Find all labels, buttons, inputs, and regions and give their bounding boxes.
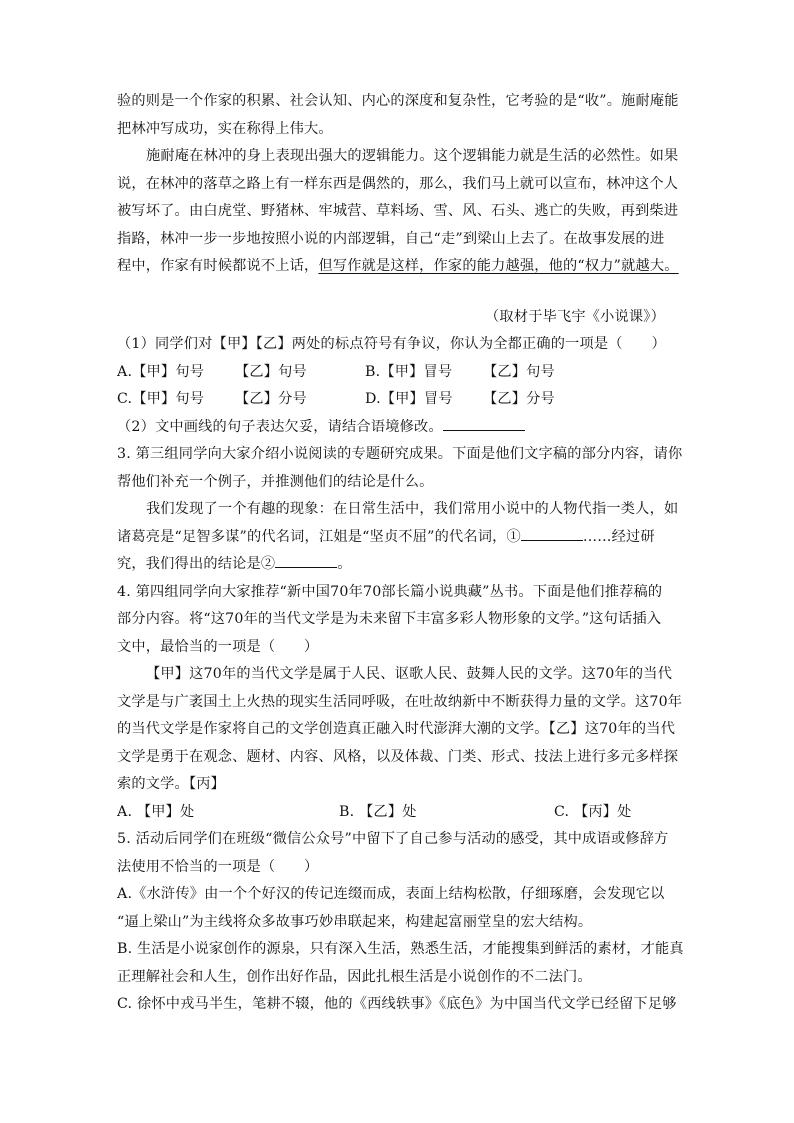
q2-sub2 [117,414,679,442]
q3-text: 究，我们得出的结论是② [117,556,276,572]
q2-options-row-2 [117,386,679,414]
passage-source: （取材于毕飞宇《小说课》） [485,308,665,325]
q4-paragraph-line: 文学是勇于在观念、题材、内容、风格，以及体裁、门类、形式、技法上进行多元多样探 [117,748,679,765]
option-b[interactable]: B. 【乙】处 [339,803,417,820]
option-b-cont: 正理解社会和人生，创作出好作品，因此扎根生活是小说创作的不二法门。 [117,968,592,985]
option-b[interactable]: B. 生活是小说家创作的源泉，只有深入生活，熟悉生活，才能搜集到鲜活的素材，才能真 [117,941,684,957]
option-c[interactable]: C. 【丙】处 [554,803,632,820]
answer-blank-2[interactable] [275,553,337,568]
option-c[interactable]: C. 徐怀中戎马半生，笔耕不辍，他的《西线轶事》《底色》为中国当代文学已经留下足够 [117,996,677,1012]
passage-line: 指路，林冲一步一步地按照小说的内部逻辑，自己“走”到梁山上去了。在故事发展的进 [117,230,665,247]
answer-blank[interactable] [443,416,525,431]
passage-line: 被写坏了。由白虎堂、野猪林、牢城营、草料场、雪、风、石头、逃亡的失败，再到柴进 [117,203,679,219]
passage-line: 施耐庵在林冲的身上表现出强大的逻辑能力。这个逻辑能力就是生活的必然性。如果 [146,148,679,164]
underlined-sentence: 但写作就是这样，作家的能力越强，他的“权力”就越大。 [318,258,679,274]
option-b[interactable]: B.【甲】冒号 [365,363,453,380]
q3-text: ……经过研 [582,528,655,545]
q3-line: 我们发现了一个有趣的现象：在日常生活中，我们常用小说中的人物代指一类人，如 [146,501,679,517]
q4-options [117,799,679,827]
q3-line: 帮他们补充一个例子，并推测他们的结论是什么。 [117,473,434,490]
option-b-b: 【乙】句号 [483,363,555,380]
option-a[interactable]: A.《水浒传》由一个个好汉的传记连缀而成，表面上结构松散，仔细琢磨，会发现它以 [117,886,665,902]
q4-line: 文中，最恰当的一项是（ ） [117,638,319,655]
q4-paragraph-line: 的当代文学是作家将自己的文学创造真正融入时代澎湃大潮的文学。【乙】这70年的当代 [117,721,676,737]
option-c-b: 【乙】分号 [235,391,307,407]
option-a[interactable]: A. 【甲】处 [117,803,195,820]
passage-last-line [117,253,679,281]
q3-text: 。 [337,556,352,572]
passage-plain-text: 程中，作家有时候都说不上话， [117,258,319,274]
q4-paragraph-line: 文学是与广袤国土上火热的现实生活同呼吸，在吐故纳新中不断获得力量的文学。这70年 [117,693,683,710]
q2-sub2-stem: （2）文中画线的句子表达欠妥，请结合语境修改。 [117,418,443,435]
option-a-cont: “逼上梁山”为主线将众多故事巧妙串联起来，构建起富丽堂皇的宏大结构。 [117,913,593,930]
spacer [117,281,679,304]
q5-line: 5. 活动后同学们在班级“微信公众号”中留下了自己参与活动的感受，其中成语或修辞方 [117,831,669,847]
option-d-b: 【乙】分号 [483,391,555,407]
q5-line: 法使用不恰当的一项是（ ） [117,858,319,875]
q3-text: 诸葛亮是“足智多谋”的代名词，江姐是“坚贞不屈”的代名词，① [117,528,521,545]
q4-paragraph-line: 索的文学。【丙】 [117,776,226,792]
q4-line: 4. 第四组同学向大家推荐“新中国70年70部长篇小说典藏”丛书。下面是他们推荐稿的 [117,583,663,600]
q4-paragraph-line: 【甲】这70年的当代文学是属于人民、讴歌人民、鼓舞人民的文学。这70年的当代 [146,666,673,682]
q2-options-row-1 [117,359,679,387]
q2-sub1-stem: （1）同学们对【甲】【乙】两处的标点符号有争议，你认为全都正确的一项是（ ） [117,336,666,352]
option-d[interactable]: D.【甲】冒号 [365,391,453,407]
option-a[interactable]: A.【甲】句号 [117,363,205,380]
document-page [117,88,684,1019]
q3-line: 3. 第三组同学向大家介绍小说阅读的专题研究成果。下面是他们文字稿的部分内容，请你 [117,446,683,462]
passage-line: 说，在林冲的落草之路上有一样东西是偶然的，那么，我们马上就可以宣布，林冲这个人 [117,175,679,192]
passage-line: 验的则是一个作家的积累、社会认知、内心的深度和复杂性，它考验的是“收”。施耐庵能 [117,93,679,109]
option-c[interactable]: C.【甲】句号 [117,391,205,407]
option-a-b: 【乙】句号 [235,363,307,380]
answer-blank-1[interactable] [521,526,583,541]
passage-line: 把林冲写成功，实在称得上伟大。 [117,120,333,137]
q3-line-blank-1 [117,524,679,552]
q4-line: 部分内容。将“这70年的当代文学是为未来留下丰富多彩人物形象的文学。”这句话插入 [117,611,662,627]
q3-line-blank-2 [117,551,679,579]
